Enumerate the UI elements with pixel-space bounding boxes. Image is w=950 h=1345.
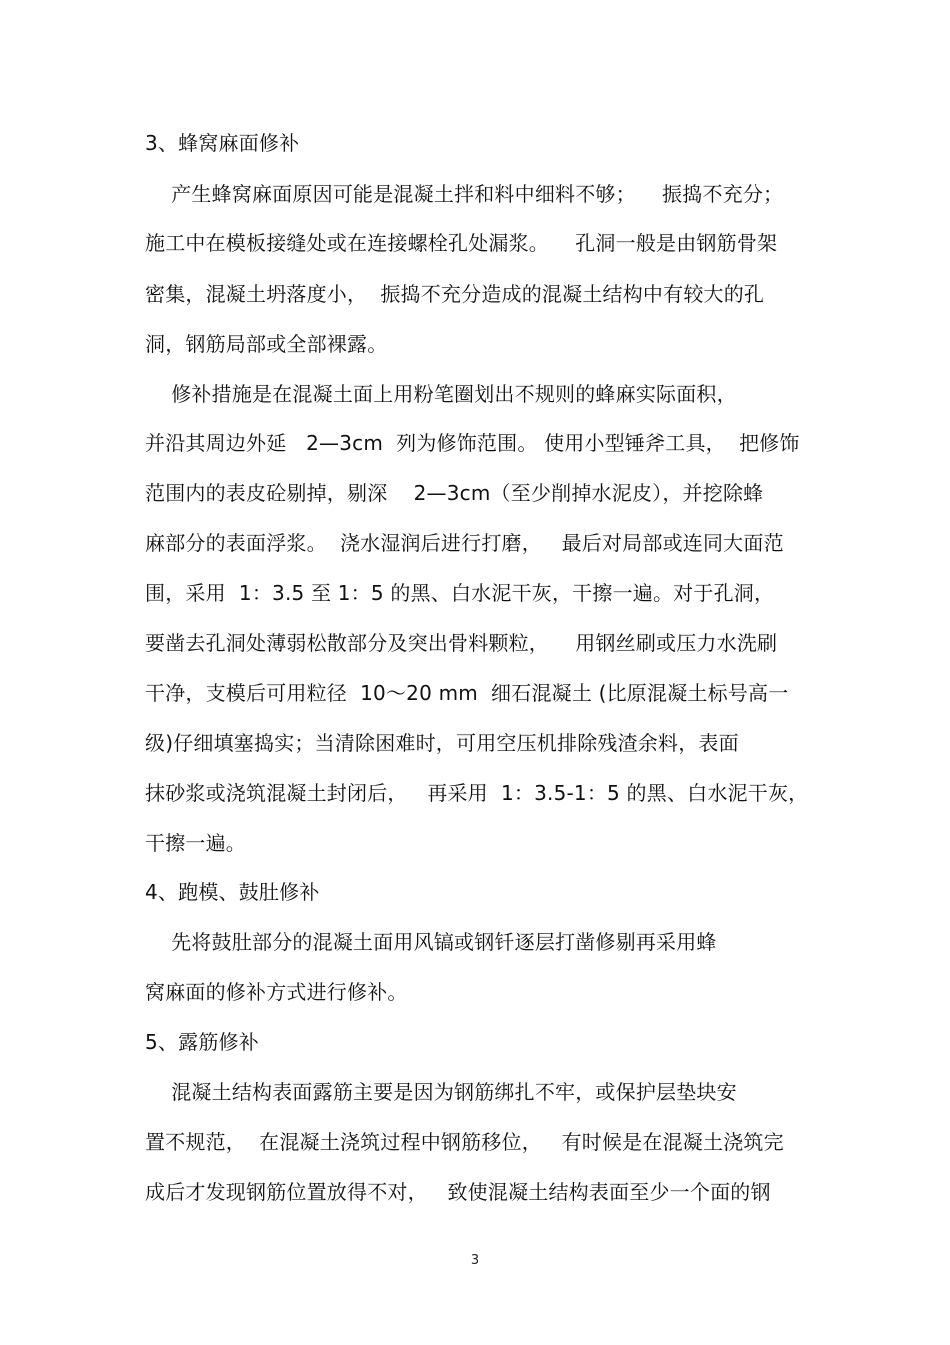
paragraph-line: 产生蜂窝麻面原因可能是混凝土拌和料中细料不够； 振捣不充分； <box>145 182 784 206</box>
section-heading-3: 3、蜂窝麻面修补 <box>145 131 300 155</box>
paragraph-line: 混凝土结构表面露筋主要是因为钢筋绑扎不牢，或保护层垫块安 <box>145 1080 737 1104</box>
paragraph-line: 置不规范， 在混凝土浇筑过程中钢筋移位， 有时候是在混凝土浇筑完 <box>145 1130 784 1154</box>
section-heading-5: 5、露筋修补 <box>145 1030 259 1054</box>
page-number: 3 <box>470 1253 480 1268</box>
paragraph-line: 围，采用 1：3.5 至 1：5 的黑、白水泥干灰，干擦一遍。对于孔洞， <box>145 581 775 605</box>
paragraph-line: 施工中在模板接缝处或在连接螺栓孔处漏浆。 孔洞一般是由钢筋骨架 <box>145 231 778 255</box>
paragraph-line: 范围内的表皮砼剔掉，剔深 2—3cm（至少削掉水泥皮），并挖除蜂 <box>145 481 764 505</box>
paragraph-line: 成后才发现钢筋位置放得不对， 致使混凝土结构表面至少一个面的钢 <box>145 1180 771 1204</box>
paragraph-line: 干净，支模后可用粒径 10～20 mm 细石混凝土 (比原混凝土标号高一 <box>145 681 789 705</box>
paragraph-line: 要凿去孔洞处薄弱松散部分及突出骨料颗粒， 用钢丝刷或压力水洗刷 <box>145 631 778 655</box>
paragraph-line: 级)仔细填塞捣实；当清除困难时，可用空压机排除残渣余料，表面 <box>145 731 739 755</box>
paragraph-line: 麻部分的表面浮浆。 浇水湿润后进行打磨， 最后对局部或连同大面范 <box>145 531 784 555</box>
paragraph-line: 窝麻面的修补方式进行修补。 <box>145 980 408 1004</box>
paragraph-line: 先将鼓肚部分的混凝土面用风镐或钢钎逐层打凿修剔再采用蜂 <box>145 930 717 954</box>
paragraph-line: 洞，钢筋局部或全部裸露。 <box>145 332 388 356</box>
paragraph-line: 抹砂浆或浇筑混凝土封闭后， 再采用 1：3.5-1：5 的黑、白水泥干灰， <box>145 781 809 805</box>
section-heading-4: 4、跑模、鼓肚修补 <box>145 880 320 904</box>
paragraph-line: 密集，混凝土坍落度小， 振捣不充分造成的混凝土结构中有较大的孔 <box>145 282 765 306</box>
paragraph-line: 修补措施是在混凝土面上用粉笔圈划出不规则的蜂麻实际面积， <box>145 382 737 406</box>
paragraph-line: 并沿其周边外延 2—3cm 列为修饰范围。 使用小型锤斧工具， 把修饰 <box>145 431 800 455</box>
paragraph-line: 干擦一遍。 <box>145 831 246 855</box>
